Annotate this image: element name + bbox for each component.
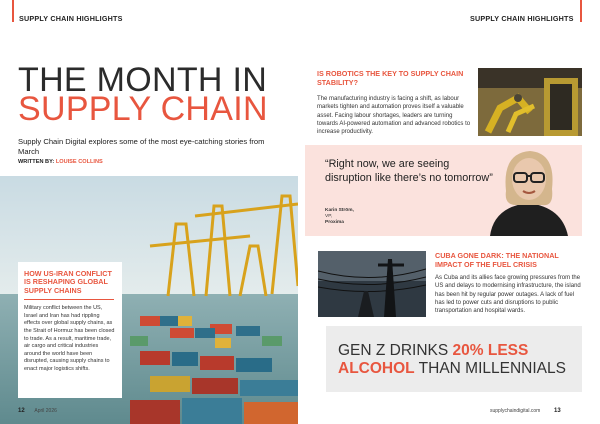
iran-story-divider (24, 299, 114, 300)
quote-portrait (482, 145, 574, 236)
genz-stat-highlight1: 20% LESS (452, 342, 529, 359)
header-right: SUPPLY CHAIN HIGHLIGHTS (470, 14, 574, 23)
page-number-right: 13 (553, 408, 561, 414)
stat-panel (326, 326, 582, 392)
site-url: supplychaindigital.com (490, 408, 541, 414)
cuba-story-title: CUBA GONE DARK: THE NATIONAL IMPACT OF THE FUEL CRISIS (435, 251, 559, 269)
quote-panel (305, 145, 582, 236)
robotics-photo (478, 68, 582, 136)
header-right-accent-line (580, 0, 582, 22)
page-number-left: 12 (18, 408, 25, 414)
byline-author: LOUISE COLLINS (55, 159, 103, 165)
genz-stat-highlight2: ALCOHOL (338, 360, 415, 377)
quote-name: Karin Ström, (325, 208, 354, 213)
pull-quote: “Right now, we are seeing disruption like there’s no tomorrow” (325, 158, 493, 184)
genz-stat-part2: THAN MILLENNIALS (414, 360, 566, 377)
page-title (18, 61, 288, 128)
footer-left (18, 408, 57, 414)
iran-story-card (18, 262, 122, 398)
issue-date: April 2026 (34, 408, 57, 414)
quote-company: Proxima (325, 220, 344, 225)
quote-role: VP, (325, 214, 333, 219)
title-line-2: SUPPLY CHAIN (18, 90, 268, 128)
robotics-story-body: The manufacturing industry is facing a shift, as labour markets tighten and automation proves itself a valuable asset. Facing labour shortages, leaders are turning towards AI-powered automation and advanced robotics to increase productivity. (317, 96, 471, 136)
header-left: SUPPLY CHAIN HIGHLIGHTS (19, 14, 123, 23)
iran-story-body: Military conflict between the US, Israel and Iran has had rippling effects over global supply chains, as the Strait of Hormuz has been closed to trade. As a result, maritime trade, air cargo and critical industries around the world have been disrupted, causing supply chains to enact major logistics shifts. (24, 305, 115, 372)
robotics-story-title: IS ROBOTICS THE KEY TO SUPPLY CHAIN STABILITY? (317, 69, 464, 87)
byline-label: WRITTEN BY: (18, 159, 55, 165)
header-left-accent-line (12, 0, 14, 22)
title-line-1: THE MONTH IN (18, 61, 268, 99)
intro-text: Supply Chain Digital explores some of the most eye-catching stories from March (18, 137, 265, 156)
footer-right (490, 408, 561, 414)
genz-stat (338, 342, 574, 378)
iran-story-title: HOW US-IRAN CONFLICT IS RESHAPING GLOBAL SUPPLY CHAINS (24, 269, 112, 295)
cuba-story-body: As Cuba and its allies face growing pressures from the US and delays to modernising infrastructure, the island has been hit by regular power outages. A lack of fuel has led to power cuts and disruptions to public transportation and hospital wards. (435, 275, 581, 315)
quote-attribution (325, 208, 354, 226)
cuba-photo (318, 251, 426, 317)
byline (18, 159, 103, 165)
genz-stat-part1: GEN Z DRINKS (338, 342, 453, 359)
